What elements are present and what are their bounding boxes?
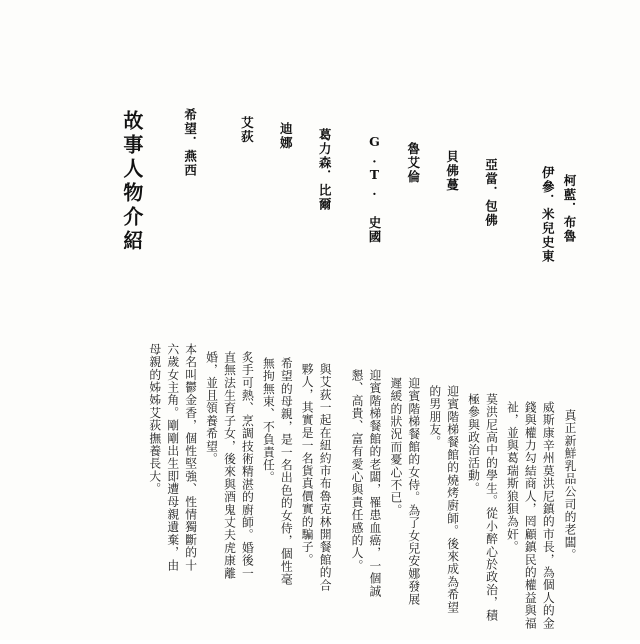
character-description: 炙手可熱、烹調技術精湛的廚師。婚後一直無法生育子女，後來與酒鬼丈夫虎康離婚，並且領養希望。 [204, 351, 255, 580]
character-entry [297, 128, 333, 598]
character-name: 艾荻 [239, 116, 255, 144]
character-description: 真正新鮮乳品公司的老闆。 [563, 409, 577, 562]
character-description: 迎賓階梯餐館的燒烤廚師。後來成為希望的男朋友。 [427, 385, 460, 614]
character-description: 希望的母親，是一名出色的女侍，個性毫無拘無束、不負責任。 [261, 357, 294, 586]
character-entry [347, 134, 383, 604]
character-description: 本名叫鬱金香，個性堅強、性情獨斷的十六歲女主角。剛剛出生即遭母親遺棄，由母親的姊姊艾荻撫養長大。 [147, 343, 198, 572]
character-description: 與艾荻一起在紐約市布魯克林開餐館的合夥人，其實是一名貨真價實的騙子。 [300, 363, 333, 592]
character-name: 希望．燕西 [182, 108, 198, 178]
character-name: 迪娜 [278, 122, 294, 150]
character-name: 柯藍．布魯 [562, 174, 577, 244]
page-title: 故事人物介紹 [119, 110, 144, 254]
character-description: 威斯康辛州莫洪尼鎮的市長，為個人的金錢與權力勾結商人，罔顧鎮民的權益與福祉，並與葛瑞斯狼狽為奸。 [505, 401, 556, 630]
character-entry [386, 142, 422, 612]
character-name: G.T. 史國 [366, 134, 382, 244]
character-entry [258, 122, 294, 592]
character-name: 伊參．米兒史東 [540, 166, 556, 264]
character-entry [425, 150, 461, 620]
character-entry [464, 158, 500, 628]
character-entry [559, 174, 578, 644]
character-entry [145, 108, 199, 578]
page-content [96, 108, 578, 630]
character-name: 魯艾倫 [405, 142, 421, 184]
character-description: 莫洪尼高中的學生。從小醉心於政治，積極參與政治活動。 [466, 393, 499, 622]
character-entry [202, 116, 256, 586]
character-name: 亞當．包佛 [483, 158, 499, 228]
character-name: 貝佛蔓 [444, 150, 460, 192]
character-description: 迎賓階梯餐館的女侍。為了女兒安娜發展遲緩的狀況而憂心不已。 [388, 377, 421, 606]
character-entry [502, 166, 556, 636]
character-name: 葛力森．比爾 [317, 128, 333, 212]
character-description: 迎賓階梯餐館的老闆，罹患血癌，一個誠懇、高貴、富有愛心與責任感的人。 [350, 369, 382, 598]
